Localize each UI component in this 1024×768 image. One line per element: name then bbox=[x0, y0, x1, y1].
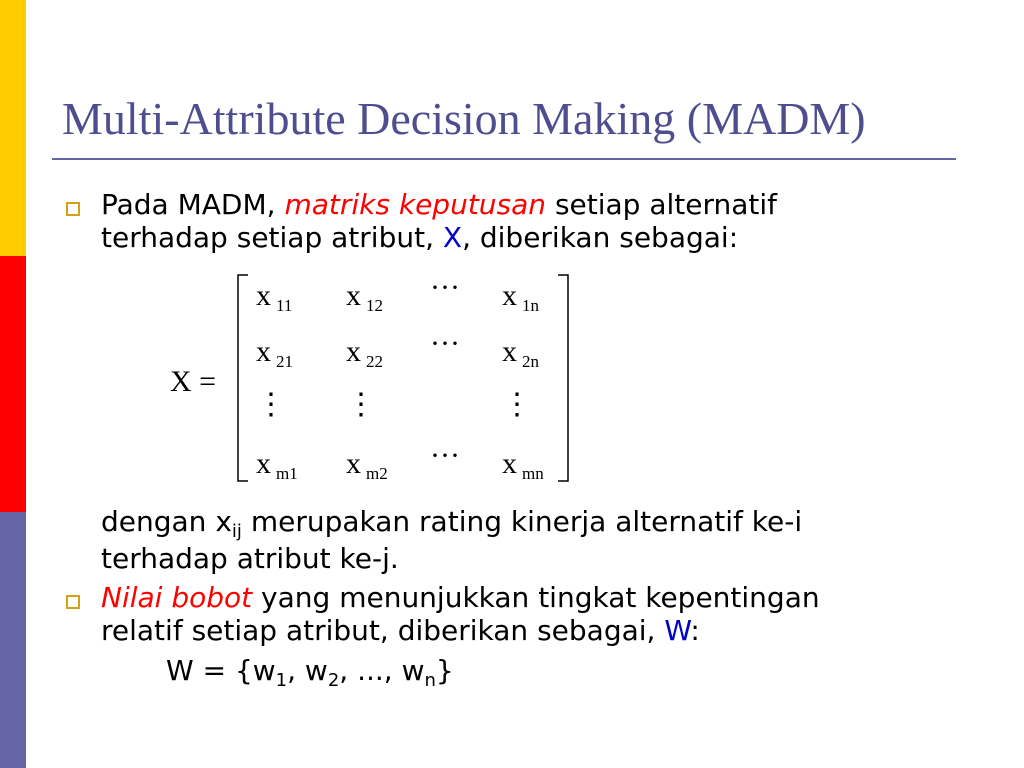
matrix-cell-r4-c4: x $_{mn}$ bbox=[502, 447, 544, 483]
matrix-cell-r3-c4: ⋮ bbox=[502, 388, 532, 421]
symbol-x: X bbox=[442, 221, 463, 254]
weight-vector-equation bbox=[166, 654, 454, 691]
weights-suffix: } bbox=[435, 654, 454, 687]
explanation-prefix: dengan x bbox=[101, 505, 232, 538]
matrix-explanation bbox=[101, 505, 802, 575]
matrix-cell-r2-c3: ··· bbox=[430, 327, 460, 360]
slide-title: Multi-Attribute Decision Making (MADM) bbox=[62, 93, 866, 144]
bullet-square-icon bbox=[66, 595, 80, 609]
matrix-cell-r1-c4: x $_{1n}$ bbox=[502, 279, 539, 315]
matrix-lhs: X = bbox=[170, 365, 217, 398]
accent-stripe-yellow bbox=[0, 0, 26, 256]
decision-matrix-equation bbox=[160, 268, 590, 488]
explanation-line2: terhadap atribut ke-j. bbox=[101, 542, 399, 575]
matrix-left-bracket bbox=[238, 275, 248, 481]
matrix-cells bbox=[256, 271, 544, 483]
bullet2-line1 bbox=[101, 581, 820, 614]
weights-sep-2: , ..., w bbox=[339, 654, 425, 687]
bullet2-line2-suffix: : bbox=[690, 614, 700, 647]
matrix-cell-r4-c1: x $_{m1}$ bbox=[256, 447, 298, 483]
matrix-cell-r3-c2: ⋮ bbox=[346, 388, 376, 421]
bullet1-line2 bbox=[101, 221, 777, 254]
term-weight-value: Nilai bobot bbox=[101, 581, 253, 614]
bullet1-line2-prefix: terhadap setiap atribut, bbox=[101, 221, 443, 254]
matrix-cell-r2-c1: x $_{21}$ bbox=[256, 335, 293, 371]
matrix-cell-r1-c2: x $_{12}$ bbox=[346, 279, 383, 315]
accent-stripe-red bbox=[0, 256, 26, 512]
matrix-cell-r4-c3: ··· bbox=[430, 439, 460, 472]
matrix-cell-r2-c2: x $_{22}$ bbox=[346, 335, 383, 371]
matrix-cell-r1-c1: x $_{11}$ bbox=[256, 279, 293, 315]
explanation-line1 bbox=[101, 505, 802, 542]
weights-sub-1: 1 bbox=[275, 670, 288, 691]
weights-sep-1: , w bbox=[287, 654, 328, 687]
accent-stripe-purple bbox=[0, 512, 26, 768]
bullet-text-decision-matrix bbox=[101, 188, 777, 254]
matrix-cell-r2-c4: x $_{2n}$ bbox=[502, 335, 539, 371]
matrix-cell-r3-c1: ⋮ bbox=[256, 388, 286, 421]
bullet-square-icon bbox=[66, 202, 80, 216]
explanation-suffix: merupakan rating kinerja alternatif ke-i bbox=[241, 505, 803, 538]
weights-sub-n: n bbox=[424, 670, 436, 691]
matrix-right-bracket bbox=[558, 275, 568, 481]
bullet2-line2 bbox=[101, 614, 820, 647]
explanation-subscript: ij bbox=[231, 521, 242, 542]
bullet2-line2-prefix: relatif setiap atribut, diberikan sebagai, bbox=[101, 614, 665, 647]
bullet1-suffix: setiap alternatif bbox=[546, 188, 778, 221]
symbol-w: W bbox=[664, 614, 691, 647]
matrix-cell-r4-c2: x $_{m2}$ bbox=[346, 447, 388, 483]
bullet1-line2-suffix: , diberikan sebagai: bbox=[462, 221, 739, 254]
matrix-cell-r1-c3: ··· bbox=[430, 271, 460, 304]
bullet1-line1 bbox=[101, 188, 777, 221]
bullet-text-weights bbox=[101, 581, 820, 647]
weights-prefix: W = {w bbox=[166, 654, 276, 687]
bullet2-line1-suffix: yang menunjukkan tingkat kepentingan bbox=[252, 581, 820, 614]
bullet1-prefix: Pada MADM, bbox=[101, 188, 285, 221]
term-decision-matrix: matriks keputusan bbox=[284, 188, 547, 221]
title-underline bbox=[52, 158, 956, 160]
weights-sub-2: 2 bbox=[327, 670, 340, 691]
